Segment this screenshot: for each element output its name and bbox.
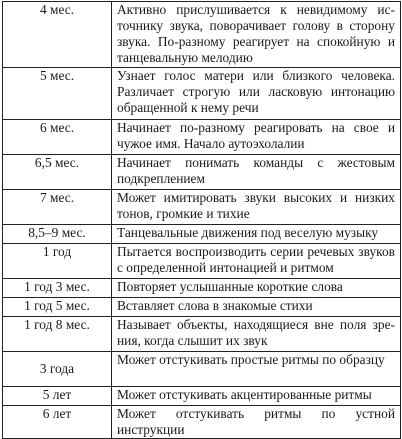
- table-row: [3, 298, 401, 317]
- age-cell: 4 мес.: [3, 2, 112, 68]
- description-cell: Может отстукивать простые ритмы по образцу: [112, 352, 401, 387]
- age-cell: 6,5 мес.: [3, 155, 112, 190]
- table-row: [3, 352, 401, 387]
- age-cell: 5 мес.: [3, 68, 112, 120]
- table-row: [3, 406, 401, 439]
- description-cell: Начинает по-разному реагировать на свое и чужое имя. Начало аутоэхолалии: [112, 120, 401, 155]
- table-row: [3, 155, 401, 190]
- description-cell: Вставляет слова в знакомые стихи: [112, 298, 401, 317]
- age-cell: 7 мес.: [3, 190, 112, 225]
- age-cell: 1 год 8 мес.: [3, 317, 112, 352]
- age-cell: 8,5–9 мес.: [3, 225, 112, 244]
- description-cell: Танцевальные движения под веселую музыку: [112, 225, 401, 244]
- table-row: [3, 120, 401, 155]
- table-row: [3, 387, 401, 406]
- development-table-container: [2, 1, 400, 439]
- age-cell: 6 лет: [3, 406, 112, 439]
- table-row: [3, 279, 401, 298]
- table-row: [3, 68, 401, 120]
- table-row: [3, 2, 401, 68]
- table-row: [3, 317, 401, 352]
- description-cell: Пытается воспроизводить серии речевых звуков с определенной интонацией и ритмом: [112, 244, 401, 279]
- age-cell: 1 год 5 мес.: [3, 298, 112, 317]
- hearing-development-table: [2, 1, 401, 439]
- age-cell: 3 года: [3, 352, 112, 387]
- table-row: [3, 190, 401, 225]
- description-cell: Активно прислушивается к невидимому источнику звука, поворачивает голову в сторону звука. По-разному реагирует на спокойную и танцевальную мелодию: [112, 2, 401, 68]
- table-row: [3, 225, 401, 244]
- description-cell: Называет объекты, находящиеся вне поля зрения, когда слышит их звук: [112, 317, 401, 352]
- age-cell: 1 год 3 мес.: [3, 279, 112, 298]
- description-cell: Может имитировать звуки высоких и низких тонов, громкие и тихие: [112, 190, 401, 225]
- age-cell: 1 год: [3, 244, 112, 279]
- description-cell: Может отстукивать ритмы по устной инструкции: [112, 406, 401, 439]
- age-cell: 6 мес.: [3, 120, 112, 155]
- description-cell: Может отстукивать акцентированные ритмы: [112, 387, 401, 406]
- description-cell: Узнает голос матери или близкого человека. Различает строгую или ласковую интонацию обращенной к нему речи: [112, 68, 401, 120]
- table-row: [3, 244, 401, 279]
- description-cell: Начинает понимать команды с жестовым подкреплением: [112, 155, 401, 190]
- age-cell: 5 лет: [3, 387, 112, 406]
- description-cell: Повторяет услышанные короткие слова: [112, 279, 401, 298]
